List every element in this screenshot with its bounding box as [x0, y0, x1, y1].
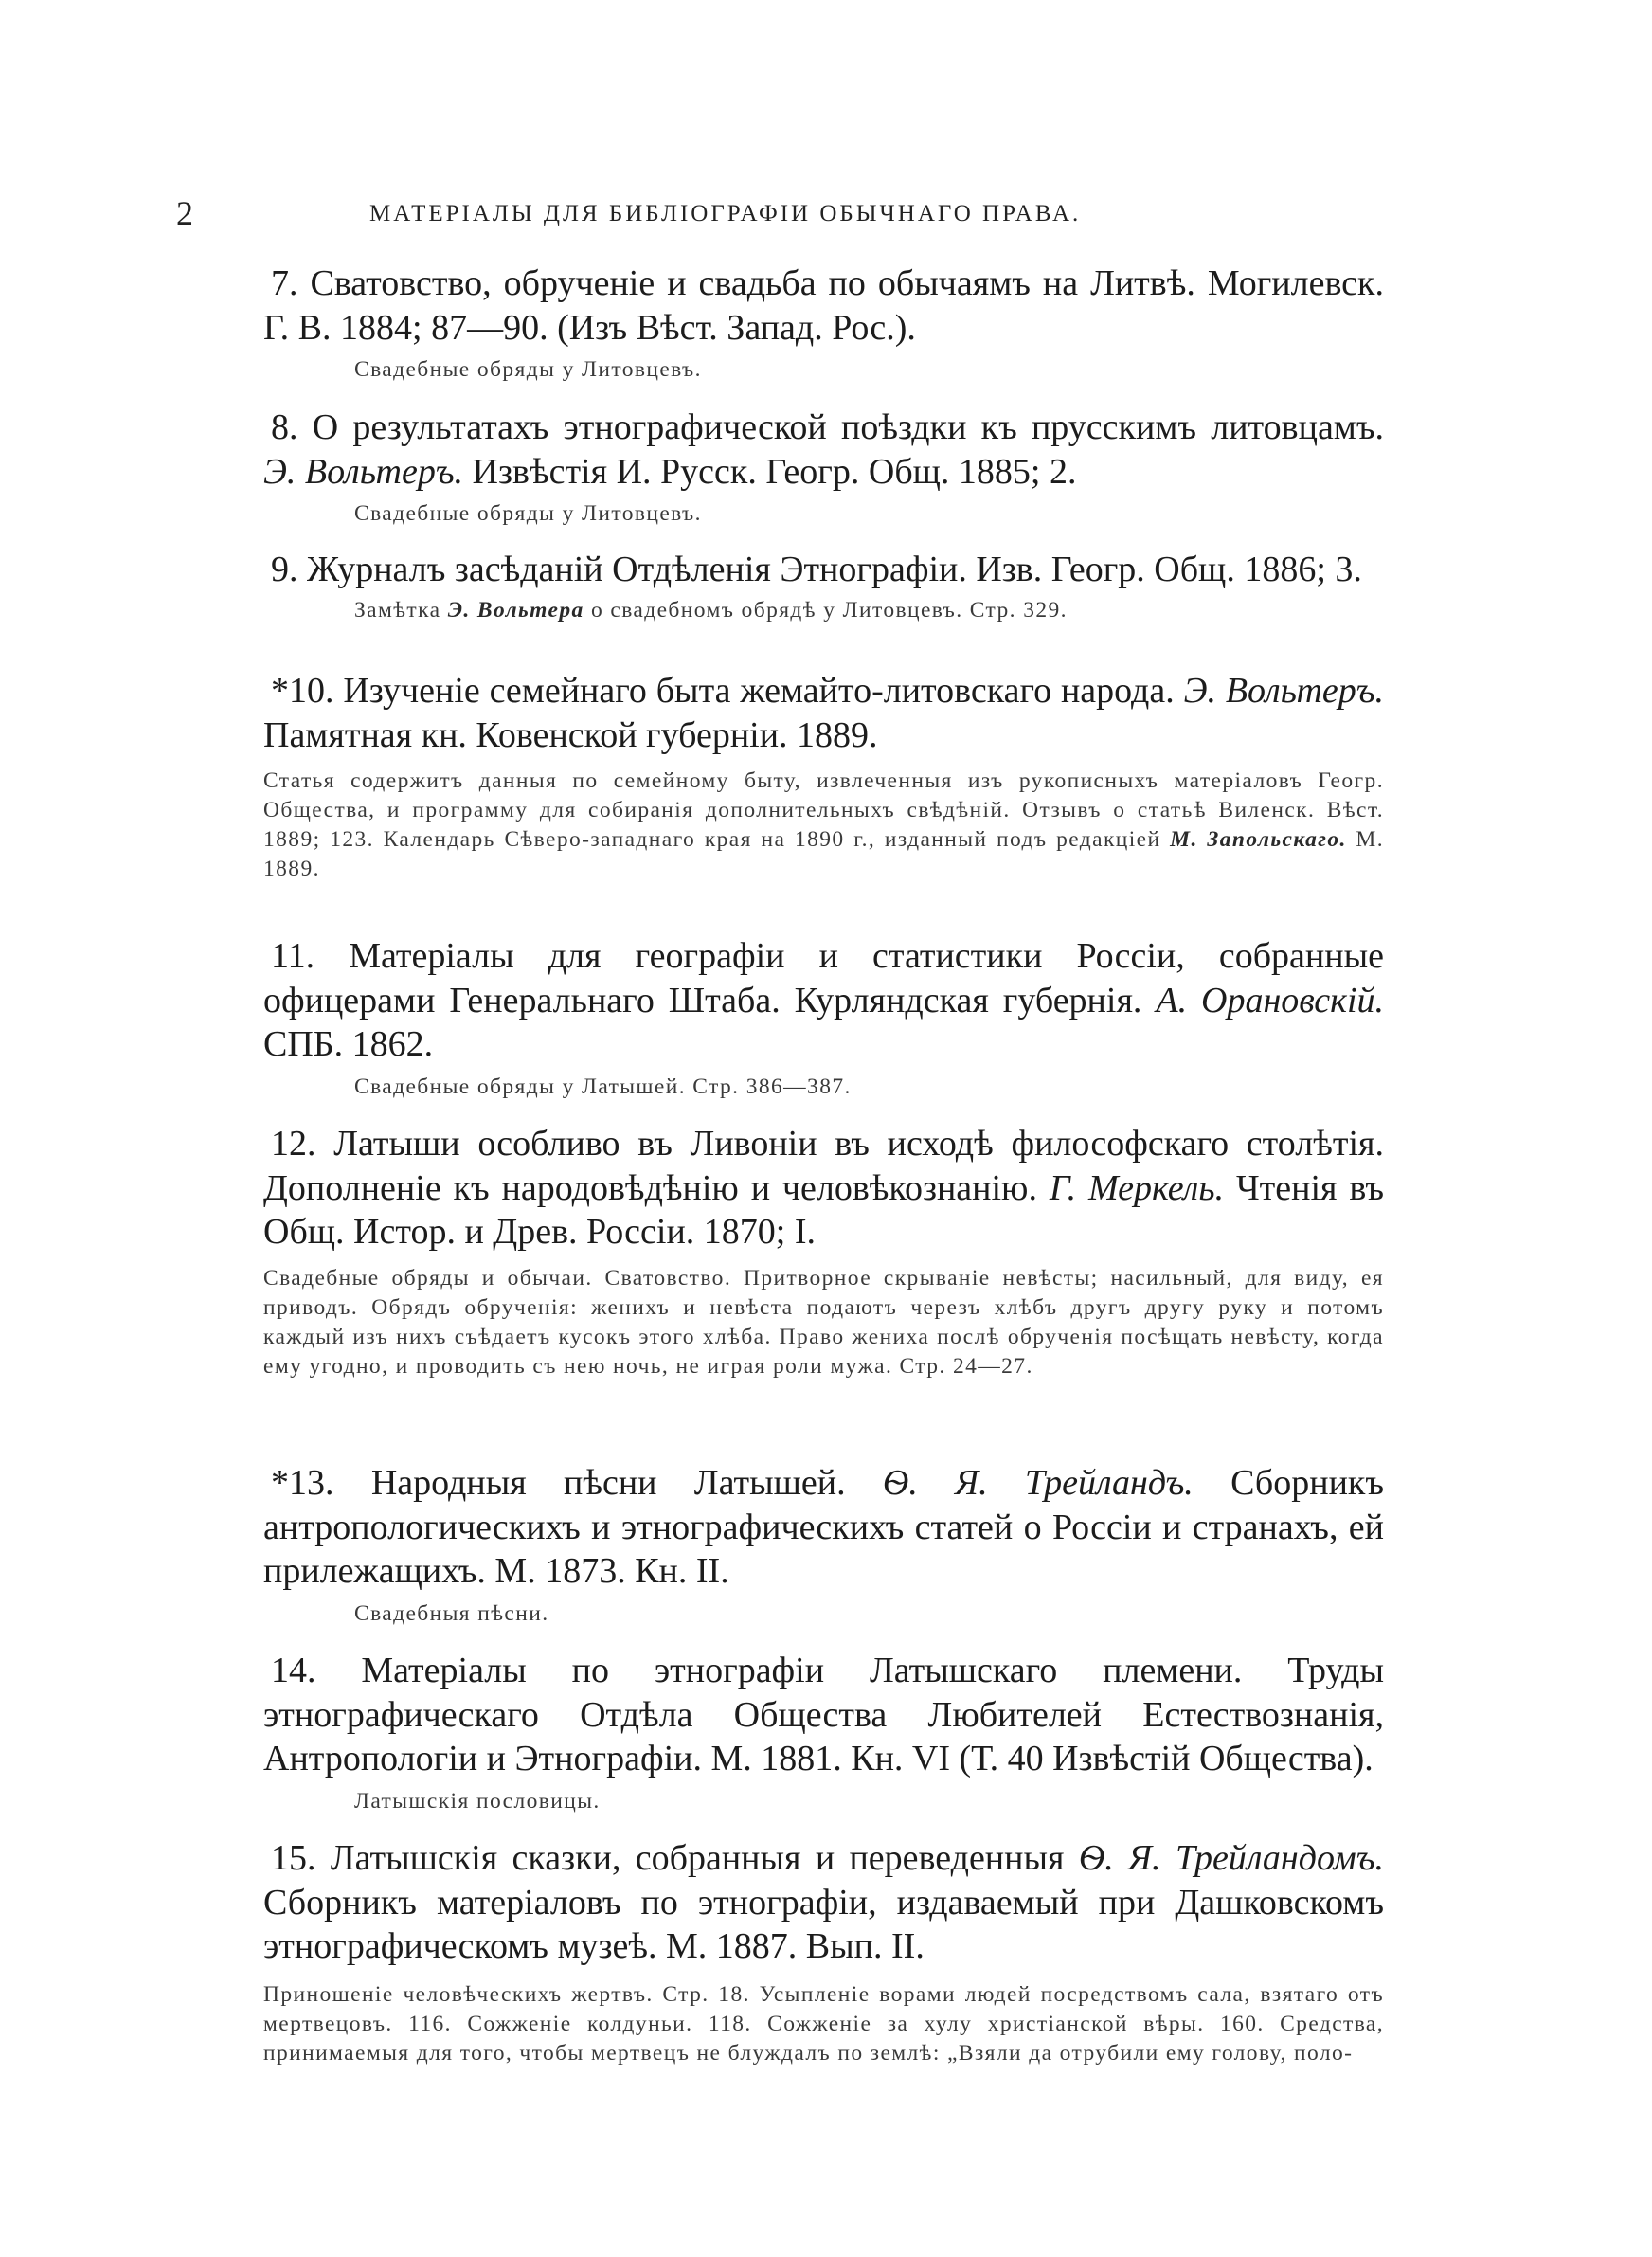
entry-citation	[263, 406, 1384, 494]
page-number: 2	[176, 194, 193, 232]
entry-annotation: Латышскія пословицы.	[354, 1788, 601, 1814]
entry-annotation: Приношеніе человѣческихъ жертвъ. Стр. 18. Усыпленіе ворами людей посредствомъ сала, взятаго отъ мертвецовъ. 116. Сожженіе колдуньи. 118. Сожженіе за хулу христіанской вѣры. 160. Средства, принимаемыя для того, чтобы мертвецъ не блуждалъ по землѣ: „Взяли да отрубили ему голову, поло-	[263, 1981, 1384, 2066]
entry-citation	[263, 1122, 1384, 1255]
entry-source: Извѣстія И. Русск. Геогр. Общ. 1885; 2.	[472, 451, 1077, 492]
entry-title: О результатахъ этнографической поѣздки къ прусскимъ литовцамъ.	[312, 407, 1385, 447]
entry-author: Ѳ. Я. Трейландъ.	[882, 1463, 1194, 1503]
bibliography-entry	[263, 262, 1384, 385]
annotation-text: Замѣтка	[354, 597, 441, 623]
entry-title: Изученіе семейнаго быта жемайто-литовскаго народа.	[343, 671, 1175, 711]
entry-number: *13.	[271, 1463, 334, 1503]
bibliography-entry	[263, 1122, 1384, 1381]
entry-source: Сборникъ антропологическихъ и этнографическихъ статей о Россіи и странахъ, ей прилежащихъ. М. 1873. Кн. II.	[263, 1463, 1385, 1592]
entry-author: Ѳ. Я. Трейландомъ.	[1078, 1838, 1385, 1878]
entry-citation	[263, 262, 1384, 350]
entry-number: 11.	[271, 936, 315, 976]
entry-number: *10.	[271, 671, 334, 711]
entry-number: 9.	[271, 550, 298, 589]
entry-title: Латышскія сказки, собранныя и переведенныя	[330, 1838, 1065, 1878]
entry-citation	[263, 1461, 1384, 1594]
bibliography-entry	[263, 934, 1384, 1102]
entry-annotation	[263, 767, 1384, 884]
entry-source: Памятная кн. Ковенской губерніи. 1889.	[263, 714, 878, 755]
bibliography-entry	[263, 1461, 1384, 1629]
entry-annotation: Свадебные обряды и обычаи. Сватовство. Притворное скрываніе невѣсты; насильный, для виду, ея приводъ. Обрядъ обрученія: женихъ и невѣста подаютъ черезъ хлѣбъ другъ другу руку и потомъ каждый изъ нихъ съѣдаетъ кусокъ этого хлѣба. Право жениха послѣ обрученія посѣщать невѣсту, когда ему угодно, и проводить съ нею ночь, не играя роли мужа. Стр. 24—27.	[263, 1265, 1384, 1379]
bibliography-entry	[263, 1649, 1384, 1816]
entry-annotation: Свадебные обряды у Латышей. Стр. 386—387.	[354, 1074, 852, 1099]
entry-author: Э. Вольтеръ.	[263, 451, 464, 492]
entry-number: 14.	[271, 1651, 316, 1690]
entry-citation	[263, 548, 1384, 592]
entry-text: Журналъ засѣданій Отдѣленія Этнографіи. Изв. Геогр. Общ. 1886; 3.	[307, 550, 1362, 589]
entry-author: Г. Меркель.	[1049, 1167, 1225, 1208]
entry-source: Чтенія въ Общ. Истор. и Древ. Россіи. 1870; I.	[263, 1167, 1385, 1253]
entry-text: Матеріалы по этнографіи Латышскаго племени. Труды этнографическаго Отдѣла Общества Любителей Естествознанія, Антропологіи и Этнографіи. М. 1881. Кн. VI (Т. 40 Извѣстій Общества).	[263, 1651, 1384, 1779]
entry-author: Э. Вольтеръ.	[1183, 671, 1384, 711]
entry-source: СПБ. 1862.	[263, 1024, 434, 1065]
entry-citation	[263, 1649, 1384, 1781]
entry-annotation: Свадебные обряды у Литовцевъ.	[354, 501, 702, 527]
annotation-text: о свадебномъ обрядѣ у Литовцевъ. Стр. 329.	[590, 597, 1068, 623]
bibliography-entry	[263, 406, 1384, 529]
entry-title: Латыши особливо въ Ливоніи въ исходѣ философскаго столѣтія. Дополненіе къ народовѣдѣнію и человѣкознанію.	[263, 1124, 1384, 1208]
entry-citation	[263, 1836, 1384, 1969]
annotation-text: Статья содержитъ данныя по семейному быту, извлеченныя изъ рукописныхъ матеріаловъ Геогр. Общества, и программу для собиранія дополнительныхъ свѣдѣній. Отзывъ о статьѣ Виленск. Вѣст. 1889; 123. Календарь Сѣверо-западнаго края на 1890 г., изданный подъ редакціей	[263, 768, 1384, 853]
entry-number: 7.	[271, 263, 298, 303]
entry-citation	[263, 934, 1384, 1067]
entry-annotation: Свадебные обряды у Литовцевъ.	[354, 357, 702, 383]
entry-annotation	[263, 596, 1384, 625]
entry-number: 15.	[271, 1838, 316, 1878]
annotation-author: Э. Вольтера	[447, 597, 584, 623]
entry-citation	[263, 669, 1384, 757]
entry-text: Сватовство, обрученіе и свадьба по обычаямъ на Литвѣ. Могилевск. Г. В. 1884; 87—90. (Изъ Вѣст. Запад. Рос.).	[263, 263, 1384, 348]
running-title: МАТЕРІАЛЫ ДЛЯ БИБЛІОГРАФІИ ОБЫЧНАГО ПРАВА.	[369, 201, 1082, 226]
annotation-text: М. 1889.	[263, 827, 1384, 882]
entry-number: 8.	[271, 407, 298, 447]
bibliography-entry	[263, 1836, 1384, 2068]
entry-author: А. Орановскій.	[1156, 980, 1385, 1020]
bibliography-entry	[263, 669, 1384, 884]
annotation-author: М. Запольскаго.	[1170, 827, 1347, 853]
entry-title: Матеріалы для географіи и статистики Россіи, собранные офицерами Генеральнаго Штаба. Курляндская губернія.	[263, 936, 1384, 1020]
entry-source: Сборникъ матеріаловъ по этнографіи, издаваемый при Дашковскомъ этнографическомъ музеѣ. М. 1887. Вып. II.	[263, 1882, 1384, 1967]
bibliography-entry	[263, 548, 1384, 625]
entry-number: 12.	[271, 1124, 316, 1164]
entry-annotation: Свадебныя пѣсни.	[354, 1600, 549, 1626]
entry-title: Народныя пѣсни Латышей.	[370, 1463, 846, 1503]
